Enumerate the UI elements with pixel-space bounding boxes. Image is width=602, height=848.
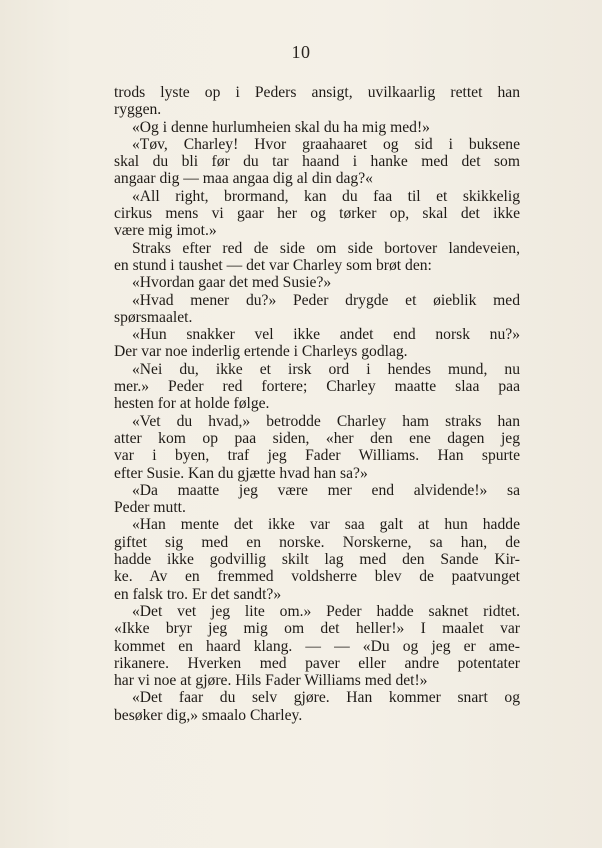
- text-line: ke. Av en fremmed voldsherre blev de paatvunget: [114, 568, 520, 586]
- text-line: ryggen.: [114, 101, 162, 119]
- text-line: «Han mente det ikke var saa galt at hun hadde: [132, 516, 520, 534]
- text-line: «All right, brormand, kan du faa til et skikkelig: [132, 187, 520, 205]
- text-line: angaar dig — maa angaa dig al din dag?«: [114, 170, 373, 188]
- text-line: atter kom op paa siden, «her den ene dagen jeg: [114, 429, 520, 447]
- text-line: cirkus mens vi gaar her og tørker op, skal det ikke: [114, 205, 520, 223]
- text-line: hadde ikke godvillig skilt lag med den Sande Kir-: [114, 551, 520, 569]
- text-line: en stund i taushet — det var Charley som brøt den:: [114, 256, 432, 274]
- text-line: «Da maatte jeg være mer end alvidende!» sa: [132, 481, 520, 499]
- text-line: trods lyste op i Peders ansigt, uvilkaarlig rettet han: [114, 84, 520, 101]
- text-line: «Vet du hvad,» betrodde Charley ham straks han: [132, 412, 520, 430]
- text-line: kommet en haard klang. — — «Du og jeg er ame-: [114, 637, 520, 655]
- text-line: har vi noe at gjøre. Hils Fader Williams med det!»: [114, 672, 428, 690]
- text-line: «Hvad mener du?» Peder drygde et øieblik med: [132, 291, 520, 309]
- text-line: «Nei du, ikke et irsk ord i hendes mund, nu: [132, 360, 520, 378]
- text-line: hesten for at holde følge.: [114, 395, 270, 413]
- text-line: «Og i denne hurlumheien skal du ha mig med!»: [132, 118, 430, 136]
- text-line: en falsk tro. Er det sandt?»: [114, 585, 282, 603]
- text-line: «Hun snakker vel ikke andet end norsk nu?»: [132, 326, 520, 344]
- text-line: efter Susie. Kan du gjætte hvad han sa?»: [114, 464, 368, 482]
- text-line: besøker dig,» smaalo Charley.: [114, 706, 303, 724]
- text-line: var i byen, traf jeg Fader Williams. Han spurte: [114, 447, 520, 465]
- body-text: [114, 84, 520, 724]
- text-line: Straks efter red de side om side bortover landeveien,: [132, 239, 520, 257]
- text-line: rikanere. Hverken med paver eller andre potentater: [114, 654, 520, 672]
- text-line: «Det vet jeg lite om.» Peder hadde saknet ridtet.: [132, 602, 520, 620]
- text-line: «Hvordan gaar det med Susie?»: [132, 274, 332, 292]
- text-line: «Det faar du selv gjøre. Han kommer snart og: [132, 689, 520, 707]
- text-line: være mig imot.»: [114, 222, 217, 240]
- text-line: spørsmaalet.: [114, 308, 193, 326]
- text-line: giftet sig med en norske. Norskerne, sa han, de: [114, 533, 520, 551]
- text-line: «Ikke bryr jeg mig om det heller!» I maalet var: [114, 620, 520, 638]
- text-line: mer.» Peder red fortere; Charley maatte slaa paa: [114, 378, 520, 396]
- text-line: Peder mutt.: [114, 499, 186, 517]
- text-line: skal du bli før du tar haand i hanke med det som: [114, 153, 520, 171]
- text-line: Der var noe inderlig ertende i Charleys godlag.: [114, 343, 408, 361]
- text-line: «Tøv, Charley! Hvor graahaaret og sid i buksene: [132, 135, 520, 153]
- page-number: 10: [291, 42, 311, 62]
